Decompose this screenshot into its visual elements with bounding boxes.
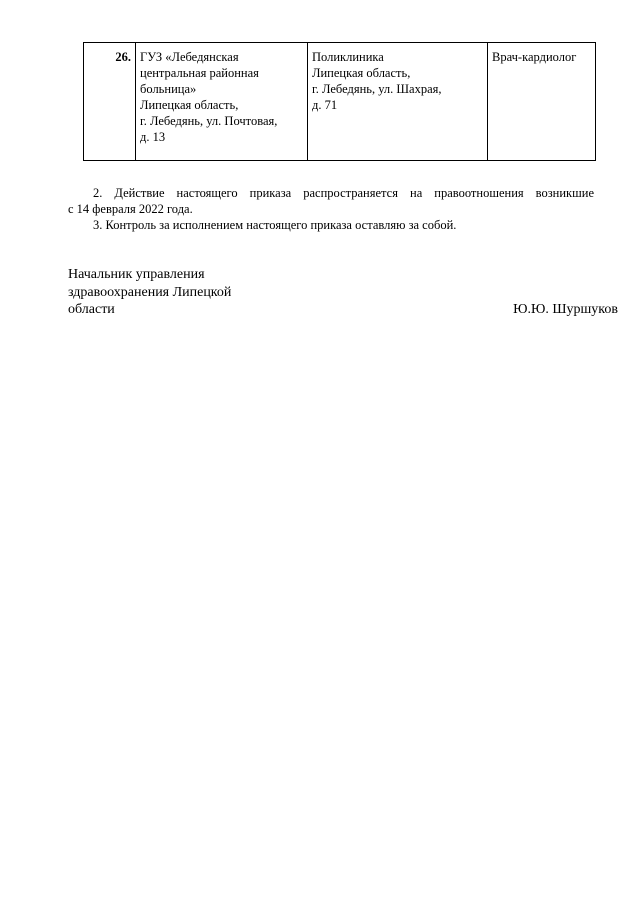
signatory-name: Ю.Ю. Шуршуков	[513, 302, 618, 317]
institution-line: Липецкая область,	[140, 98, 239, 112]
institution-line: центральная районная	[140, 66, 259, 80]
department-cell	[308, 43, 488, 161]
institution-line: г. Лебедянь, ул. Почтовая,	[140, 114, 278, 128]
paragraph-2-line-1: 2. Действие настоящего приказа распространяется на правоотношения возникшие	[93, 186, 594, 200]
institution-line: д. 13	[140, 130, 166, 144]
department-line: Поликлиника	[312, 50, 384, 64]
department-line: г. Лебедянь, ул. Шахрая,	[312, 82, 442, 96]
row-number: 26.	[84, 43, 136, 161]
specialty-cell: Врач-кардиолог	[488, 43, 596, 161]
paragraph-2-line-2: с 14 февраля 2022 года.	[68, 202, 193, 216]
institution-cell	[136, 43, 308, 161]
signature-position-line: здравоохранения Липецкой	[68, 284, 232, 300]
department-line: д. 71	[312, 98, 338, 112]
institution-line: больница»	[140, 82, 197, 96]
appointments-table	[83, 42, 596, 161]
department-line: Липецкая область,	[312, 66, 411, 80]
paragraph-3: 3. Контроль за исполнением настоящего приказа оставляю за собой.	[93, 218, 457, 232]
signature-position-line: Начальник управления	[68, 267, 205, 282]
institution-line: ГУЗ «Лебедянская	[140, 50, 239, 64]
table-row	[84, 43, 596, 161]
signature-position	[68, 266, 231, 319]
signature-position-line: области	[68, 302, 115, 317]
